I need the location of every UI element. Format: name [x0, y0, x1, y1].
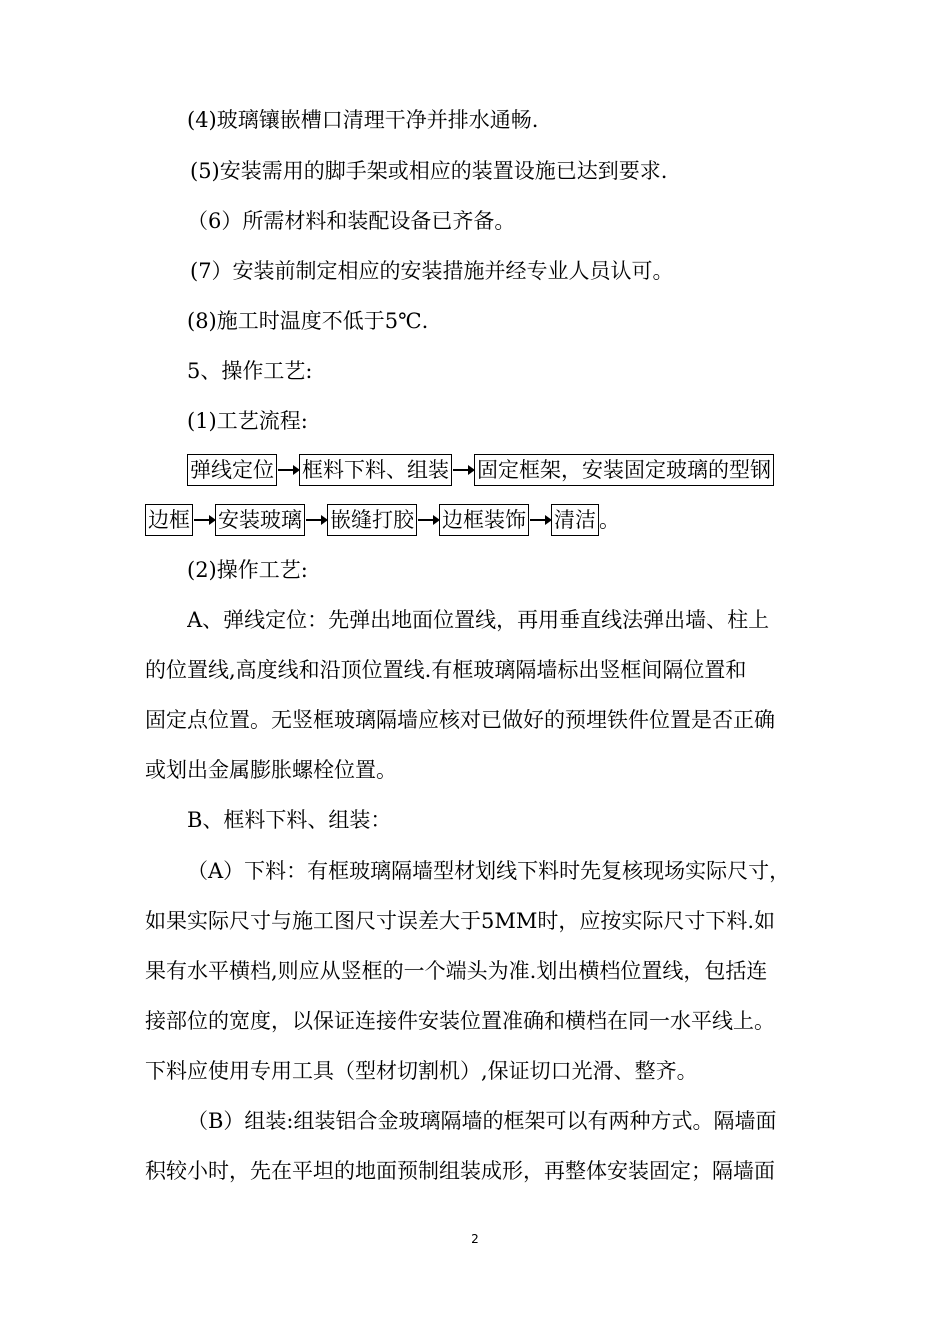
text-line: (7）安装前制定相应的安装措施并经专业人员认可。: [190, 259, 674, 283]
page-number: 2: [471, 1232, 479, 1246]
flow-step-box: 边框: [145, 504, 193, 536]
text-line: （B）组装:组装铝合金玻璃隔墙的框架可以有两种方式。隔墙面: [187, 1109, 777, 1133]
flow-step-box: 嵌缝打胶: [327, 504, 417, 536]
text-line: (8)施工时温度不低于5℃.: [187, 309, 429, 333]
flow-end-punctuation: 。: [599, 508, 620, 532]
flow-step-box: 边框装饰: [439, 504, 529, 536]
arrow-right-icon: [278, 469, 298, 471]
text-line: （6）所需材料和装配设备已齐备。: [187, 209, 516, 233]
subsection-heading: (1)工艺流程:: [187, 409, 308, 433]
process-flow-row-1: [187, 453, 774, 487]
text-line: 如果实际尺寸与施工图尺寸误差大于5MM时，应按实际尺寸下料.如: [145, 909, 776, 933]
text-line: 果有水平横档,则应从竖框的一个端头为准.划出横档位置线，包括连: [145, 959, 768, 983]
process-flow-row-2: [145, 503, 620, 537]
arrow-right-icon: [453, 469, 473, 471]
text-line: 积较小时，先在平坦的地面预制组装成形，再整体安装固定；隔墙面: [145, 1159, 775, 1183]
arrow-right-icon: [530, 519, 550, 521]
flow-step-box: 框料下料、组装: [299, 454, 452, 486]
text-line: 下料应使用专用工具（型材切割机）,保证切口光滑、整齐。: [145, 1059, 698, 1083]
text-line: A、弹线定位：先弹出地面位置线，再用垂直线法弹出墙、柱上: [187, 608, 770, 632]
text-line: 的位置线,高度线和沿顶位置线.有框玻璃隔墙标出竖框间隔位置和: [145, 658, 747, 682]
subsection-heading: B、框料下料、组装：: [187, 808, 392, 832]
text-line: （A）下料：有框玻璃隔墙型材划线下料时先复核现场实际尺寸，: [187, 859, 791, 883]
arrow-right-icon: [418, 519, 438, 521]
flow-step-box: 清洁: [551, 504, 599, 536]
text-line: 或划出金属膨胀螺栓位置。: [145, 758, 397, 782]
subsection-heading: (2)操作工艺:: [187, 558, 308, 582]
arrow-right-icon: [194, 519, 214, 521]
arrow-right-icon: [306, 519, 326, 521]
text-line: (5)安装需用的脚手架或相应的装置设施已达到要求.: [190, 159, 668, 183]
text-line: 固定点位置。无竖框玻璃隔墙应核对已做好的预埋铁件位置是否正确: [145, 708, 775, 732]
flow-step-box: 弹线定位: [187, 454, 277, 486]
flow-step-box: 固定框架，安装固定玻璃的型钢: [474, 454, 774, 486]
flow-step-box: 安装玻璃: [215, 504, 305, 536]
text-line: 接部位的宽度，以保证连接件安装位置准确和横档在同一水平线上。: [145, 1009, 775, 1033]
text-line: (4)玻璃镶嵌槽口清理干净并排水通畅.: [187, 108, 539, 132]
section-heading: 5、操作工艺:: [187, 359, 313, 383]
